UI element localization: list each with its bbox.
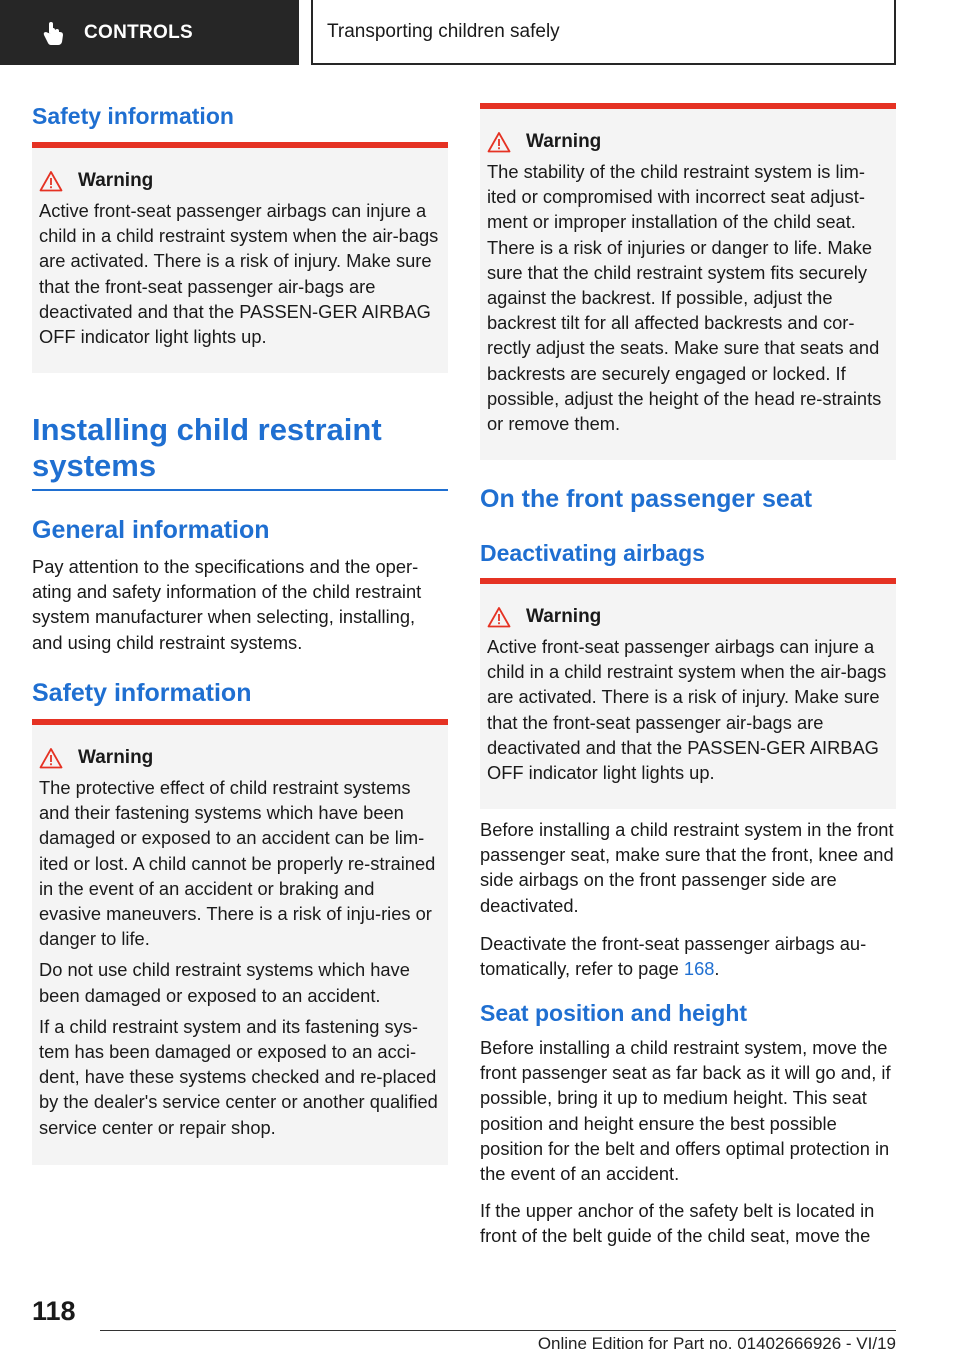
hand-pointer-icon [40,20,66,46]
warning-triangle-icon [487,606,511,628]
page-reference-link[interactable]: 168 [683,958,715,980]
page-number: 118 [32,1296,76,1326]
warning-label: Warning [526,606,602,627]
deactivate-text-end: . [714,958,720,980]
warning-box-2 [32,719,448,1165]
before-installing-text: Before installing a child restraint system in the front passenger seat, make sure that the front, knee and side airbags on the front passenger side are deactivated. [480,819,894,916]
footer-edition: Online Edition for Part no. 01402666926 - VI/19 [537,1334,896,1353]
general-info-text: Pay attention to the specifications and the oper-ating and safety information of the child restraint system manufacturer when selecting, installing, and using child restraint systems. [32,556,422,653]
warning-header [39,747,440,769]
safety-heading-1: Safety information [32,103,234,129]
warning-text-p2: Do not use child restraint systems which have been damaged or exposed to an accident. [39,959,410,1006]
front-passenger-seat-heading: On the front passenger seat [480,485,813,513]
safety-heading-2: Safety information [32,679,252,707]
warning-box-1 [32,142,448,373]
footer-rule [100,1330,896,1331]
deactivate-text [480,931,896,981]
warning-triangle-icon [487,131,511,153]
chapter-title: Transporting children safely [327,20,560,42]
warning-triangle-icon [39,170,63,192]
deactivate-text-body: Deactivate the front-seat passenger airbags au-tomatically, refer to page [480,933,867,980]
header-chapter-bar [311,0,896,65]
heading-rule [32,489,448,491]
warning-box-3 [480,103,896,460]
warning-text: Active front-seat passenger airbags can injure a child in a child restraint system when the air-bags are activated. There is a risk of injury. Make sure that the front-seat passenger air-bags are deactivated and that the PASSEN-GER AIRBAG OFF indicator light lights up. [39,200,439,348]
header-section-label: CONTROLS [84,21,194,43]
deactivating-airbags-heading: Deactivating airbags [480,540,705,566]
warning-label: Warning [526,131,602,152]
warning-label: Warning [78,747,154,768]
installing-heading: Installing child restraint systems [32,412,382,483]
warning-box-4 [480,578,896,809]
warning-text: The stability of the child restraint system is lim-ited or compromised with incorrect seat adjust-ment or improper installation of the child seat. There is a risk of injuries or danger to life. Make sure that the child restraint system fits securely against the backrest. If possible, adjust the backrest tilt for all affected backrests and cor-rectly adjust the seats. Make sure that seats and backrests are securely engaged or locked. If possible, adjust the height of the head re-straints or remove them. [487,161,882,435]
seat-position-text-1: Before installing a child restraint system, move the front passenger seat as far back as it will go and, if possible, bring it up to medium height. This seat position and height ensure the best possible position for the belt and offers optimal protection in the event of an accident. [480,1037,891,1185]
warning-header [487,606,888,628]
warning-text-p3: If a child restraint system and its fastening sys-tem has been damaged or exposed to an acci-dent, have these systems checked and re-placed by the dealer's service center or another qualified service center or repair shop. [39,1015,438,1138]
header-section-tab [0,0,299,65]
seat-position-heading: Seat position and height [480,1000,748,1026]
warning-header [487,131,888,153]
seat-position-text-2: If the upper anchor of the safety belt is located in front of the belt guide of the child seat, move the [480,1200,875,1247]
warning-label: Warning [78,170,154,191]
warning-text-p1: The protective effect of child restraint systems and their fastening systems which have been damaged or exposed to an accident can be lim-ited or lost. A child cannot be properly re-strained in the event of an accident or braking and evasive maneuvers. There is a risk of inju-ries or danger to life. [39,777,436,950]
warning-triangle-icon [39,747,63,769]
general-info-heading: General information [32,516,270,544]
warning-text: Active front-seat passenger airbags can injure a child in a child restraint system when the air-bags are activated. There is a risk of injury. Make sure that the front-seat passenger air-bags are deactivated and that the PASSEN-GER AIRBAG OFF indicator light lights up. [487,636,887,784]
warning-header [39,170,440,192]
